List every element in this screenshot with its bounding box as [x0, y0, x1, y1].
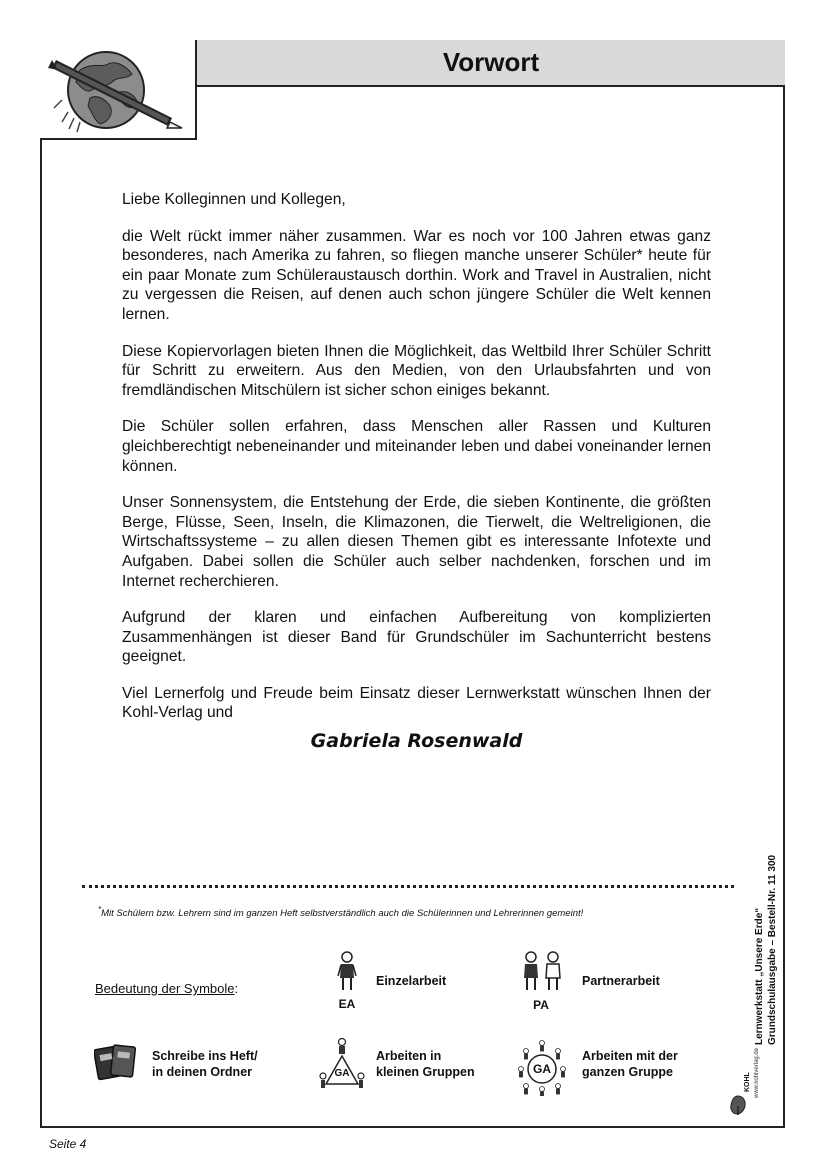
footnote — [98, 905, 718, 919]
paragraph: Diese Kopiervorlagen bieten Ihnen die Möglichkeit, das Weltbild Ihrer Schüler Schritt für Schritt zu erweitern. Aus den Medien, von den Urlaubsfahrten und von fremdländischen Mitschülern ist sicher schon einiges bekannt. — [122, 342, 711, 399]
ga-small-label: Arbeiten in kleinen Gruppen — [376, 1049, 475, 1079]
signature: Gabriela Rosenwald — [310, 730, 523, 752]
ea-label: Einzelarbeit — [376, 974, 447, 988]
page-number: Seite 4 — [49, 1137, 87, 1151]
heft-label: Schreibe ins Heft/ in deinen Ordner — [152, 1049, 258, 1079]
page-title: Vorwort — [442, 47, 540, 77]
foreword-text — [122, 190, 711, 740]
publisher-url: www.kohlverlag.de — [754, 1047, 760, 1098]
ga-small-code: GA — [334, 1068, 350, 1079]
two-persons-icon — [520, 950, 564, 992]
notebooks-icon — [94, 1042, 138, 1082]
series-info: Lernwerkstatt „Unsere Erde“ Grundschulausgabe – Bestell-Nr. 11 300 — [754, 854, 778, 1045]
pa-label: Partnerarbeit — [582, 974, 660, 988]
globe-with-pencil-icon — [40, 40, 193, 136]
publisher-logo-icon — [729, 1094, 747, 1116]
pa-code: PA — [533, 998, 549, 1012]
dotted-divider — [82, 885, 734, 888]
paragraph: Unser Sonnensystem, die Entstehung der Erde, die sieben Kontinente, die größten Berge, Flüsse, Seen, Inseln, die Klimazonen, die Tierwelt, die Weltreligionen, die Wirtschaftssysteme – zu allen diesen Themen gibt es interessante Infotexte und Aufgaben. Dabei sollen die Schüler auch selber nachdenken, forschen und im Internet recherchieren. — [122, 494, 711, 590]
footnote-mark: * — [98, 905, 102, 914]
ga-large-label: Arbeiten mit der ganzen Gruppe — [582, 1049, 678, 1079]
paragraph: Die Schüler sollen erfahren, dass Menschen aller Rassen und Kulturen gleichberechtigt nebeneinander und miteinander leben und dabei voneinander lernen können. — [122, 418, 711, 475]
legend-title: Bedeutung der Symbole: — [95, 981, 239, 996]
ea-code: EA — [338, 997, 356, 1011]
salutation: Liebe Kolleginnen und Kollegen, — [122, 191, 346, 208]
publisher-brand: KOHL — [744, 1072, 751, 1092]
single-person-icon — [336, 950, 358, 992]
small-group-icon — [318, 1036, 366, 1094]
title-bar — [197, 40, 785, 87]
paragraph: die Welt rückt immer näher zusammen. War es noch vor 100 Jahren etwas ganz besonderes, nach Amerika zu fahren, so fliegen manche unserer Schüler* heute für ein paar Monate zum Schüleraustausch dorthin. Work and Travel in Australien, nicht zu vergessen die Reisen, auf denen auch schon jüngere Schüler die Welt kennen lernen. — [122, 227, 711, 323]
footnote-text: Mit Schülern bzw. Lehrern sind im ganzen Heft selbstverständlich auch die Schülerinnen und Lehrerinnen gemeint! — [101, 908, 584, 920]
ga-large-code: GA — [533, 1062, 551, 1076]
header-logo — [40, 40, 197, 140]
closing: Viel Lernerfolg und Freude beim Einsatz dieser Lernwerkstatt wünschen Ihnen der Kohl-Verlag und — [122, 684, 711, 722]
paragraph: Aufgrund der klaren und einfachen Aufbereitung von komplizierten Zusammenhängen ist dieser Band für Grundschüler im Sachunterricht bestens geeignet. — [122, 609, 711, 666]
